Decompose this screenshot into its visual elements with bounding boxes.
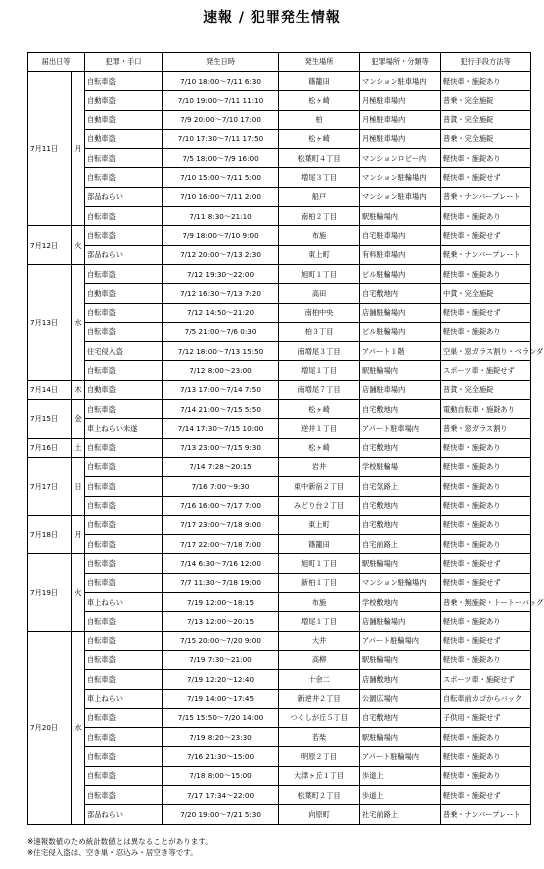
crime-type-cell: 自転車盗 — [85, 361, 163, 380]
category-cell: ビル駐輪場内 — [360, 264, 441, 283]
place-cell: 東上町 — [279, 245, 360, 264]
table-row — [28, 380, 531, 399]
table-row — [28, 515, 531, 534]
category-cell: 歩道上 — [360, 785, 441, 804]
place-cell: 篠籠田 — [279, 72, 360, 91]
method-cell: 軽快車・施錠あり — [441, 650, 531, 669]
table-row — [28, 457, 531, 476]
table-row — [28, 631, 531, 650]
occurred-time-cell: 7/7 11:30～7/18 19:00 — [163, 573, 279, 592]
occurred-time-cell: 7/10 15:00～7/11 5:00 — [163, 168, 279, 187]
crime-type-cell: 自転車盗 — [85, 322, 163, 341]
occurred-time-cell: 7/12 16:30～7/13 7:20 — [163, 284, 279, 303]
report-date-cell: 7月17日 — [28, 457, 72, 515]
occurred-time-cell: 7/14 17:30～7/15 10:00 — [163, 419, 279, 438]
table-row — [28, 110, 531, 129]
table-row — [28, 785, 531, 804]
occurred-time-cell: 7/12 18:00～7/13 15:50 — [163, 342, 279, 361]
table-row — [28, 361, 531, 380]
occurred-time-cell: 7/14 7:28～20:15 — [163, 457, 279, 476]
occurred-time-cell: 7/19 14:00～17:45 — [163, 689, 279, 708]
occurred-time-cell: 7/17 23:00～7/18 9:00 — [163, 515, 279, 534]
category-cell: 自宅敷地内 — [360, 400, 441, 419]
crime-type-cell: 自動車盗 — [85, 110, 163, 129]
crime-type-cell: 自転車盗 — [85, 766, 163, 785]
method-cell: 軽快車・施錠あり — [441, 457, 531, 476]
category-cell: 店舗駐輪場内 — [360, 303, 441, 322]
table-row — [28, 747, 531, 766]
report-date-cell: 7月13日 — [28, 264, 72, 380]
place-cell: 南増尾７丁目 — [279, 380, 360, 399]
method-cell: 軽快車・施錠あり — [441, 728, 531, 747]
method-cell: スポーツ車・施錠せず — [441, 361, 531, 380]
occurred-time-cell: 7/12 14:50～21:20 — [163, 303, 279, 322]
occurred-time-cell: 7/10 19:00～7/11 11:10 — [163, 91, 279, 110]
occurred-time-cell: 7/14 6:30～7/16 12:00 — [163, 554, 279, 573]
occurred-time-cell: 7/9 18:00～7/10 9:00 — [163, 226, 279, 245]
category-cell: 歩道上 — [360, 766, 441, 785]
place-cell: 篠籠田 — [279, 535, 360, 554]
category-cell: ビル駐輪場内 — [360, 322, 441, 341]
place-cell: 松葉町４丁目 — [279, 149, 360, 168]
crime-type-cell: 自転車盗 — [85, 670, 163, 689]
method-cell: 軽快車・施錠せず — [441, 554, 531, 573]
category-cell: マンション駐輪場内 — [360, 168, 441, 187]
method-cell: 普貨・完全施錠 — [441, 110, 531, 129]
method-cell: 軽快車・施錠あり — [441, 535, 531, 554]
table-row — [28, 419, 531, 438]
weekday-cell: 土 — [72, 438, 85, 457]
crime-type-cell: 部品ねらい — [85, 245, 163, 264]
occurred-time-cell: 7/16 16:00～7/17 7:00 — [163, 496, 279, 515]
table-row — [28, 284, 531, 303]
crime-type-cell: 部品ねらい — [85, 187, 163, 206]
place-cell: 旭町１丁目 — [279, 554, 360, 573]
header-method: 犯行手段方法等 — [441, 53, 531, 72]
place-cell: 東中新宿２丁目 — [279, 477, 360, 496]
table-row — [28, 805, 531, 824]
occurred-time-cell: 7/10 17:30～7/11 17:50 — [163, 129, 279, 148]
occurred-time-cell: 7/19 7:30～21:00 — [163, 650, 279, 669]
table-row — [28, 573, 531, 592]
category-cell: 駅駐輪場内 — [360, 207, 441, 226]
header-place: 発生場所 — [279, 53, 360, 72]
crime-type-cell: 自転車盗 — [85, 149, 163, 168]
header-category: 犯罪場所・分類等 — [360, 53, 441, 72]
crime-type-cell: 自動車盗 — [85, 129, 163, 148]
table-row — [28, 593, 531, 612]
method-cell: 電動自転車・施錠あり — [441, 400, 531, 419]
occurred-time-cell: 7/13 17:00～7/14 7:50 — [163, 380, 279, 399]
occurred-time-cell: 7/19 12:00～18:15 — [163, 593, 279, 612]
occurred-time-cell: 7/19 8:20～23:30 — [163, 728, 279, 747]
place-cell: 松ヶ崎 — [279, 129, 360, 148]
place-cell: 大井 — [279, 631, 360, 650]
table-row — [28, 303, 531, 322]
method-cell: 軽快車・施錠せず — [441, 303, 531, 322]
category-cell: 有料駐車場内 — [360, 245, 441, 264]
table-row — [28, 168, 531, 187]
place-cell: 松葉町２丁目 — [279, 785, 360, 804]
occurred-time-cell: 7/16 21:30～15:00 — [163, 747, 279, 766]
report-date-cell: 7月11日 — [28, 72, 72, 226]
table-row — [28, 554, 531, 573]
method-cell: 普乗・完全施錠 — [441, 129, 531, 148]
table-row — [28, 400, 531, 419]
method-cell: 軽快車・施錠せず — [441, 631, 531, 650]
place-cell: 逆井１丁目 — [279, 419, 360, 438]
table-row — [28, 245, 531, 264]
weekday-cell: 火 — [72, 226, 85, 265]
method-cell: 普乗・無施錠・トートーバッグ — [441, 593, 531, 612]
page-title: 速報 / 犯罪発生情報 — [203, 10, 341, 26]
footnotes — [27, 836, 213, 858]
occurred-time-cell: 7/5 21:00～7/6 0:30 — [163, 322, 279, 341]
crime-type-cell: 車上ねらい — [85, 689, 163, 708]
place-cell: 松ヶ崎 — [279, 400, 360, 419]
category-cell: 自宅敷地内 — [360, 708, 441, 727]
place-cell: 向原町 — [279, 805, 360, 824]
category-cell: マンション駐車場内 — [360, 187, 441, 206]
method-cell: 軽快車・施錠せず — [441, 168, 531, 187]
place-cell: 増尾１丁目 — [279, 612, 360, 631]
place-cell: 明原２丁目 — [279, 747, 360, 766]
crime-type-cell: 自転車盗 — [85, 612, 163, 631]
table-row — [28, 535, 531, 554]
crime-type-cell: 自転車盗 — [85, 400, 163, 419]
method-cell: 軽快車・施錠せず — [441, 785, 531, 804]
category-cell: 店舗駐輪場内 — [360, 612, 441, 631]
crime-type-cell: 自転車盗 — [85, 72, 163, 91]
crime-type-cell: 自転車盗 — [85, 747, 163, 766]
place-cell: 岩井 — [279, 457, 360, 476]
place-cell: 松ヶ崎 — [279, 91, 360, 110]
method-cell: 軽快車・施錠あり — [441, 264, 531, 283]
occurred-time-cell: 7/12 20:00～7/13 2:30 — [163, 245, 279, 264]
category-cell: 店舗駐車場内 — [360, 380, 441, 399]
method-cell: 中貨・完全施錠 — [441, 284, 531, 303]
table-row — [28, 689, 531, 708]
occurred-time-cell: 7/15 20:00～7/20 9:00 — [163, 631, 279, 650]
method-cell: スポーツ車・施錠せず — [441, 670, 531, 689]
category-cell: アパート駐輪場内 — [360, 631, 441, 650]
place-cell: 高田 — [279, 284, 360, 303]
footnote: ※住宅侵入盗は、空き巣・忍込み・居空き等です。 — [27, 848, 198, 857]
method-cell: 軽快車・施錠あり — [441, 612, 531, 631]
footnote: ※速報数値のため統計数値とは異なることがあります。 — [27, 837, 213, 846]
weekday-cell: 水 — [72, 631, 85, 824]
category-cell: マンションロビー内 — [360, 149, 441, 168]
crime-type-cell: 自動車盗 — [85, 284, 163, 303]
method-cell: 普乗・ナンバープレート — [441, 805, 531, 824]
place-cell: 南柏２丁目 — [279, 207, 360, 226]
method-cell: 軽乗・ナンバープレート — [441, 245, 531, 264]
crime-type-cell: 自転車盗 — [85, 496, 163, 515]
weekday-cell: 月 — [72, 515, 85, 554]
table-row — [28, 728, 531, 747]
place-cell: 南増尾３丁目 — [279, 342, 360, 361]
method-cell: 軽快車・施錠あり — [441, 207, 531, 226]
weekday-cell: 月 — [72, 72, 85, 226]
place-cell: 新逆井２丁目 — [279, 689, 360, 708]
place-cell: 布施 — [279, 226, 360, 245]
method-cell: 普貨・完全施錠 — [441, 380, 531, 399]
place-cell: 増尾１丁目 — [279, 361, 360, 380]
crime-type-cell: 自転車盗 — [85, 573, 163, 592]
category-cell: 月極駐車場内 — [360, 91, 441, 110]
table-row — [28, 91, 531, 110]
method-cell: 軽快車・施錠せず — [441, 226, 531, 245]
place-cell: 十余二 — [279, 670, 360, 689]
header-occurred-time: 発生日時 — [163, 53, 279, 72]
method-cell: 軽快車・施錠あり — [441, 766, 531, 785]
occurred-time-cell: 7/17 17:34～22:00 — [163, 785, 279, 804]
method-cell: 子供用・施錠せず — [441, 708, 531, 727]
table-header-row — [28, 53, 531, 72]
occurred-time-cell: 7/10 18:00～7/11 6:30 — [163, 72, 279, 91]
crime-type-cell: 住宅侵入盗 — [85, 342, 163, 361]
table-row — [28, 264, 531, 283]
table-row — [28, 149, 531, 168]
occurred-time-cell: 7/12 19:30～22:00 — [163, 264, 279, 283]
crime-type-cell: 自転車盗 — [85, 264, 163, 283]
weekday-cell: 木 — [72, 380, 85, 399]
method-cell: 軽快車・施錠あり — [441, 747, 531, 766]
table-row — [28, 322, 531, 341]
method-cell: 普乗・完全施錠 — [441, 91, 531, 110]
header-report-date: 届出日等 — [28, 53, 85, 72]
crime-info-table — [27, 52, 544, 825]
method-cell: 軽快車・施錠あり — [441, 438, 531, 457]
table-row — [28, 477, 531, 496]
method-cell: 軽快車・施錠あり — [441, 496, 531, 515]
table-row — [28, 129, 531, 148]
occurred-time-cell: 7/18 8:00～15:00 — [163, 766, 279, 785]
category-cell: 学校駐輪場 — [360, 457, 441, 476]
crime-type-cell: 自転車盗 — [85, 535, 163, 554]
place-cell: つくしが丘５丁目 — [279, 708, 360, 727]
category-cell: 月極駐車場内 — [360, 110, 441, 129]
place-cell: みどり台２丁目 — [279, 496, 360, 515]
crime-type-cell: 自転車盗 — [85, 438, 163, 457]
report-date-cell: 7月12日 — [28, 226, 72, 265]
report-date-cell: 7月20日 — [28, 631, 72, 824]
report-date-cell: 7月18日 — [28, 515, 72, 554]
method-cell: 空巣・窓ガラス割り・ベランダ — [441, 342, 531, 361]
method-cell: 軽快車・施錠せず — [441, 573, 531, 592]
table-row — [28, 342, 531, 361]
weekday-cell: 金 — [72, 400, 85, 439]
crime-type-cell: 車上ねらい未遂 — [85, 419, 163, 438]
category-cell: 公園広場内 — [360, 689, 441, 708]
crime-type-cell: 自転車盗 — [85, 303, 163, 322]
place-cell: 南柏中央 — [279, 303, 360, 322]
place-cell: 布施 — [279, 593, 360, 612]
place-cell: 新柏１丁目 — [279, 573, 360, 592]
crime-type-cell: 自転車盗 — [85, 477, 163, 496]
place-cell: 高柳 — [279, 650, 360, 669]
category-cell: 自宅敷地内 — [360, 515, 441, 534]
method-cell: 普乗・ナンバープレート — [441, 187, 531, 206]
place-cell: 船戸 — [279, 187, 360, 206]
category-cell: 社宅前路上 — [360, 805, 441, 824]
occurred-time-cell: 7/15 15:50～7/20 14:00 — [163, 708, 279, 727]
crime-type-cell: 自転車盗 — [85, 708, 163, 727]
occurred-time-cell: 7/13 23:00～7/15 9:30 — [163, 438, 279, 457]
crime-type-cell: 自転車盗 — [85, 650, 163, 669]
category-cell: 自宅前路上 — [360, 535, 441, 554]
occurred-time-cell: 7/17 22:00～7/18 7:00 — [163, 535, 279, 554]
place-cell: 松ヶ崎 — [279, 438, 360, 457]
crime-type-cell: 自転車盗 — [85, 226, 163, 245]
category-cell: 駅駐輪場内 — [360, 650, 441, 669]
method-cell: 軽快車・施錠あり — [441, 322, 531, 341]
crime-type-cell: 車上ねらい — [85, 593, 163, 612]
category-cell: 自宅敷地内 — [360, 496, 441, 515]
table-row — [28, 207, 531, 226]
weekday-cell: 水 — [72, 264, 85, 380]
category-cell: 駅駐輪場内 — [360, 728, 441, 747]
category-cell: 店舗敷地内 — [360, 670, 441, 689]
method-cell: 軽快車・施錠あり — [441, 477, 531, 496]
crime-type-cell: 自転車盗 — [85, 457, 163, 476]
table-row — [28, 187, 531, 206]
table-row — [28, 438, 531, 457]
method-cell: 普乗・窓ガラス割り — [441, 419, 531, 438]
table-body — [28, 72, 544, 825]
method-cell: 軽快車・施錠あり — [441, 72, 531, 91]
table-row — [28, 650, 531, 669]
header-crime-type: 犯罪・手口 — [85, 53, 163, 72]
table-row — [28, 766, 531, 785]
occurred-time-cell: 7/13 12:00～20:15 — [163, 612, 279, 631]
occurred-time-cell: 7/14 21:00～7/15 5:50 — [163, 400, 279, 419]
crime-type-cell: 自転車盗 — [85, 554, 163, 573]
category-cell: 自宅敷地内 — [360, 284, 441, 303]
category-cell: マンション駐輪場内 — [360, 573, 441, 592]
crime-type-cell: 自転車盗 — [85, 728, 163, 747]
category-cell: 自宅駐車場内 — [360, 226, 441, 245]
occurred-time-cell: 7/19 12:20～12:40 — [163, 670, 279, 689]
crime-type-cell: 自転車盗 — [85, 631, 163, 650]
crime-type-cell: 自転車盗 — [85, 785, 163, 804]
crime-type-cell: 自転車盗 — [85, 515, 163, 534]
crime-type-cell: 自動車盗 — [85, 380, 163, 399]
place-cell: 大津ヶ丘１丁目 — [279, 766, 360, 785]
category-cell: 駅駐輪場内 — [360, 361, 441, 380]
category-cell: マンション駐車場内 — [360, 72, 441, 91]
table-row — [28, 496, 531, 515]
method-cell: 自転車前カゴからバック — [441, 689, 531, 708]
category-cell: アパート１階 — [360, 342, 441, 361]
occurred-time-cell: 7/5 18:00～7/9 16:00 — [163, 149, 279, 168]
report-date-cell: 7月14日 — [28, 380, 72, 399]
report-date-cell: 7月19日 — [28, 554, 72, 631]
crime-type-cell: 自動車盗 — [85, 91, 163, 110]
table-row — [28, 72, 531, 91]
occurred-time-cell: 7/16 7:00～9:30 — [163, 477, 279, 496]
place-cell: 東上町 — [279, 515, 360, 534]
occurred-time-cell: 7/12 8:00～23:00 — [163, 361, 279, 380]
place-cell: 柏３丁目 — [279, 322, 360, 341]
crime-type-cell: 自転車盗 — [85, 207, 163, 226]
table-row — [28, 708, 531, 727]
place-cell: 柏 — [279, 110, 360, 129]
place-cell: 増尾３丁目 — [279, 168, 360, 187]
table-row — [28, 612, 531, 631]
table-row — [28, 226, 531, 245]
category-cell: アパート駐車場内 — [360, 419, 441, 438]
crime-type-cell: 自転車盗 — [85, 168, 163, 187]
occurred-time-cell: 7/11 8:30～21:10 — [163, 207, 279, 226]
category-cell: 自宅気路上 — [360, 477, 441, 496]
method-cell: 軽快車・施錠あり — [441, 149, 531, 168]
category-cell: 駅駐輪場内 — [360, 554, 441, 573]
report-date-cell: 7月16日 — [28, 438, 72, 457]
category-cell: 月極駐車場内 — [360, 129, 441, 148]
occurred-time-cell: 7/9 20:00～7/10 17:00 — [163, 110, 279, 129]
occurred-time-cell: 7/10 16:00～7/11 2:00 — [163, 187, 279, 206]
weekday-cell: 火 — [72, 554, 85, 631]
crime-type-cell: 部品ねらい — [85, 805, 163, 824]
place-cell: 若柴 — [279, 728, 360, 747]
category-cell: 自宅敷地内 — [360, 438, 441, 457]
category-cell: アパート駐輪場内 — [360, 747, 441, 766]
method-cell: 軽快車・施錠あり — [441, 515, 531, 534]
weekday-cell: 日 — [72, 457, 85, 515]
category-cell: 学校敷地内 — [360, 593, 441, 612]
table-row — [28, 670, 531, 689]
place-cell: 旭町１丁目 — [279, 264, 360, 283]
occurred-time-cell: 7/20 19:00～7/21 5:30 — [163, 805, 279, 824]
report-date-cell: 7月15日 — [28, 400, 72, 439]
